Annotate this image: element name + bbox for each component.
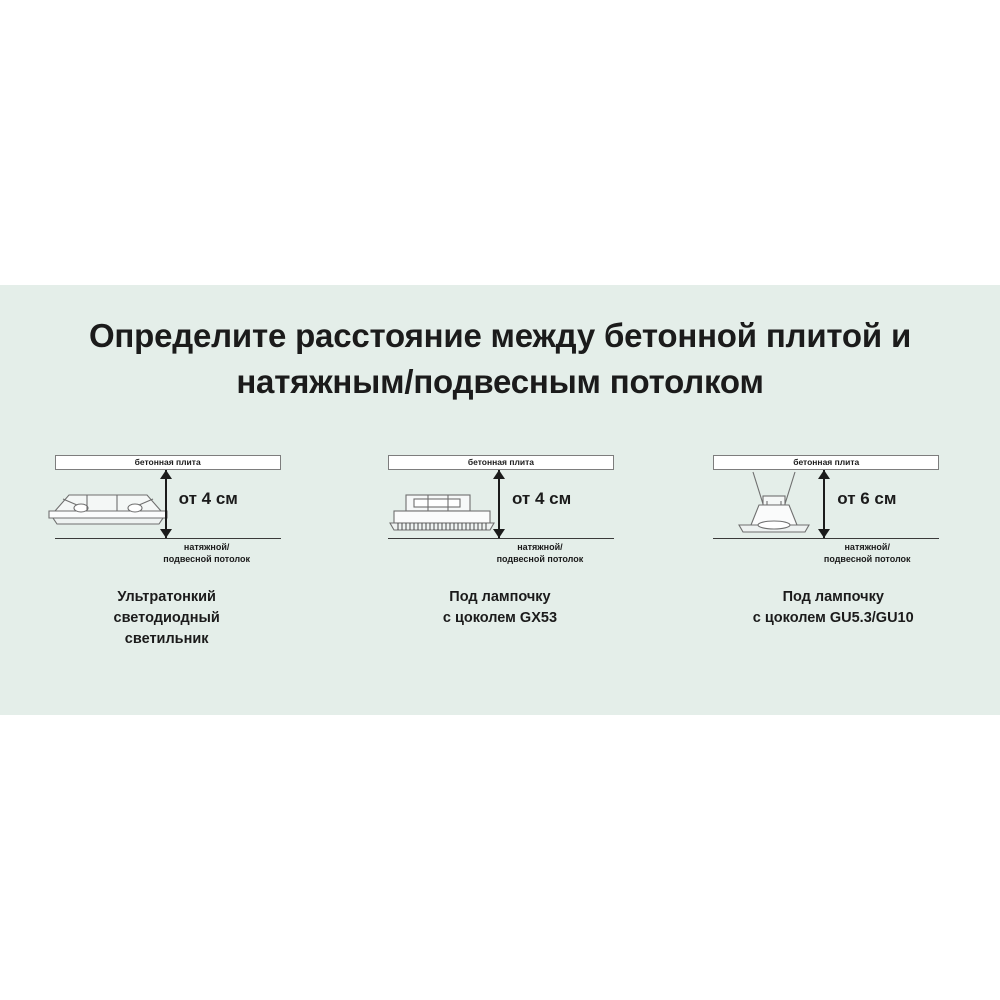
card-caption: [333, 587, 666, 629]
card-caption: [0, 587, 333, 650]
suspended-ceiling-label: [476, 541, 604, 565]
caption-line3: светильник: [124, 631, 209, 648]
concrete-slab-label: бетонная плита: [793, 457, 860, 467]
distance-arrow: [498, 470, 500, 538]
diagram-gu53-gu10: [713, 455, 953, 575]
distance-value: от 4 см: [511, 489, 572, 508]
diagram-ultra-thin-led: [47, 455, 287, 575]
card-row: [0, 455, 1000, 650]
card-gu53-gu10: [667, 455, 1000, 650]
concrete-slab-label: бетонная плита: [134, 457, 201, 467]
card-gx53: [333, 455, 666, 650]
concrete-slab-label: бетонная плита: [467, 457, 534, 467]
ceiling-label-line2: подвесной потолок: [823, 554, 911, 565]
ceiling-label-line1: натяжной/: [844, 542, 890, 552]
suspended-ceiling-line: [388, 538, 614, 539]
distance-value: от 6 см: [837, 489, 897, 508]
caption-line2: с цоколем GX53: [442, 610, 558, 627]
suspended-ceiling-line: [713, 538, 939, 539]
distance-value: от 4 см: [178, 489, 238, 508]
ceiling-label-line1: натяжной/: [183, 542, 230, 552]
card-ultra-thin-led: [0, 455, 333, 650]
distance-arrow: [165, 470, 167, 538]
card-caption: [667, 587, 1000, 629]
suspended-ceiling-line: [55, 538, 281, 539]
distance-arrow: [823, 470, 825, 538]
caption-line1: Ультратонкий: [117, 589, 216, 605]
suspended-ceiling-label: [143, 541, 271, 565]
caption-line2: светодиодный: [113, 610, 220, 627]
ceiling-label-line2: подвесной потолок: [496, 554, 584, 565]
page-title: Определите расстояние между бетонной плитой и натяжным/подвесным потолком: [88, 317, 912, 400]
ceiling-label-line1: натяжной/: [517, 542, 563, 552]
diagram-gx53: [380, 455, 620, 575]
suspended-ceiling-label: [803, 541, 931, 565]
ceiling-label-line2: подвесной потолок: [163, 554, 250, 565]
caption-line1: Под лампочку: [782, 589, 884, 605]
caption-line2: с цоколем GU5.3/GU10: [752, 610, 914, 627]
banner: [0, 285, 1000, 715]
caption-line1: Под лампочку: [449, 589, 551, 605]
